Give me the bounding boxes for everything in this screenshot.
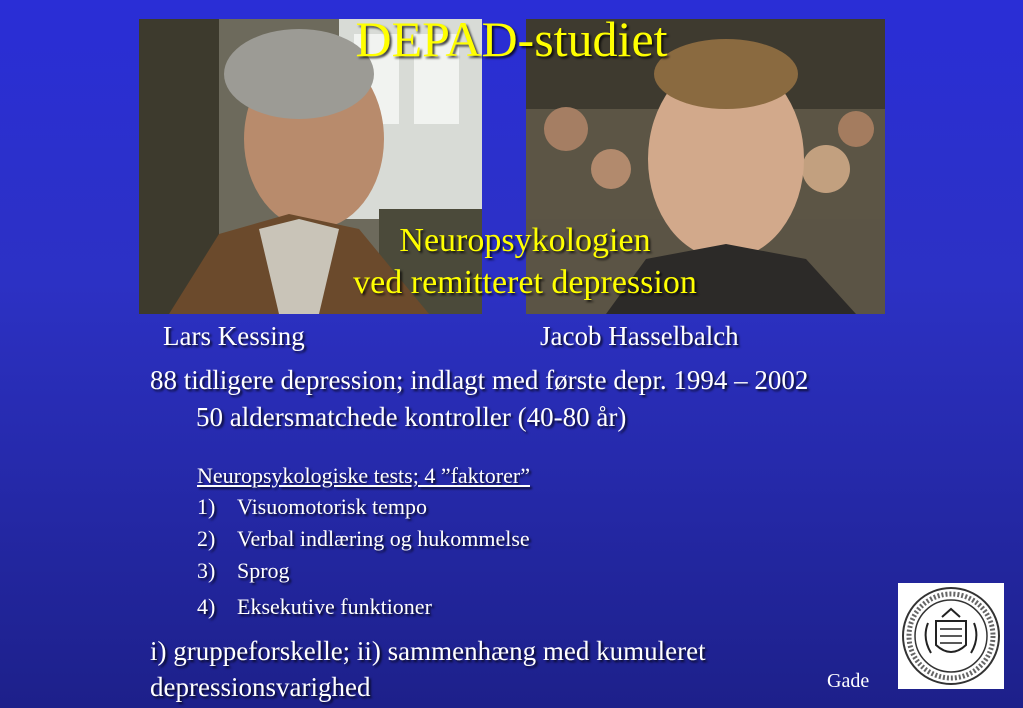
footer-author: Gade: [827, 670, 870, 692]
list-item-label: Eksekutive funktioner: [237, 594, 432, 619]
subtitle-line-1: Neuropsykologien: [399, 222, 651, 259]
slide-title: DEPAD-studiet: [355, 11, 668, 67]
name-jacob-hasselbalch: Jacob Hasselbalch: [540, 321, 739, 351]
list-item-label: Sprog: [237, 558, 290, 583]
conclusion-text: [150, 633, 870, 706]
list-item: [197, 494, 427, 520]
subtitle-line-2: ved remitteret depression: [353, 264, 697, 302]
tests-heading: Neuropsykologiske tests; 4 ”faktorer”: [197, 463, 530, 488]
list-item: [197, 558, 290, 584]
conclusion-line-1: i) gruppeforskelle; ii) sammenhæng med kumuleret: [150, 636, 706, 666]
slide-subtitle: [290, 220, 760, 304]
list-item-number: 2): [197, 526, 216, 551]
list-item: [197, 594, 432, 620]
list-item-label: Verbal indlæring og hukommelse: [237, 526, 530, 551]
list-item-number: 3): [197, 558, 216, 583]
list-item-number: 4): [197, 594, 216, 619]
list-item-label: Visuomotorisk tempo: [237, 494, 427, 519]
list-item-number: 1): [197, 494, 216, 519]
conclusion-line-2: depressionsvarighed: [150, 672, 371, 703]
study-line-controls: 50 aldersmatchede kontroller (40-80 år): [196, 402, 627, 432]
list-item: [197, 526, 530, 552]
study-line-patients: 88 tidligere depression; indlagt med første depr. 1994 – 2002: [150, 365, 809, 395]
university-seal-icon: [898, 583, 1004, 689]
name-lars-kessing: Lars Kessing: [163, 321, 305, 351]
